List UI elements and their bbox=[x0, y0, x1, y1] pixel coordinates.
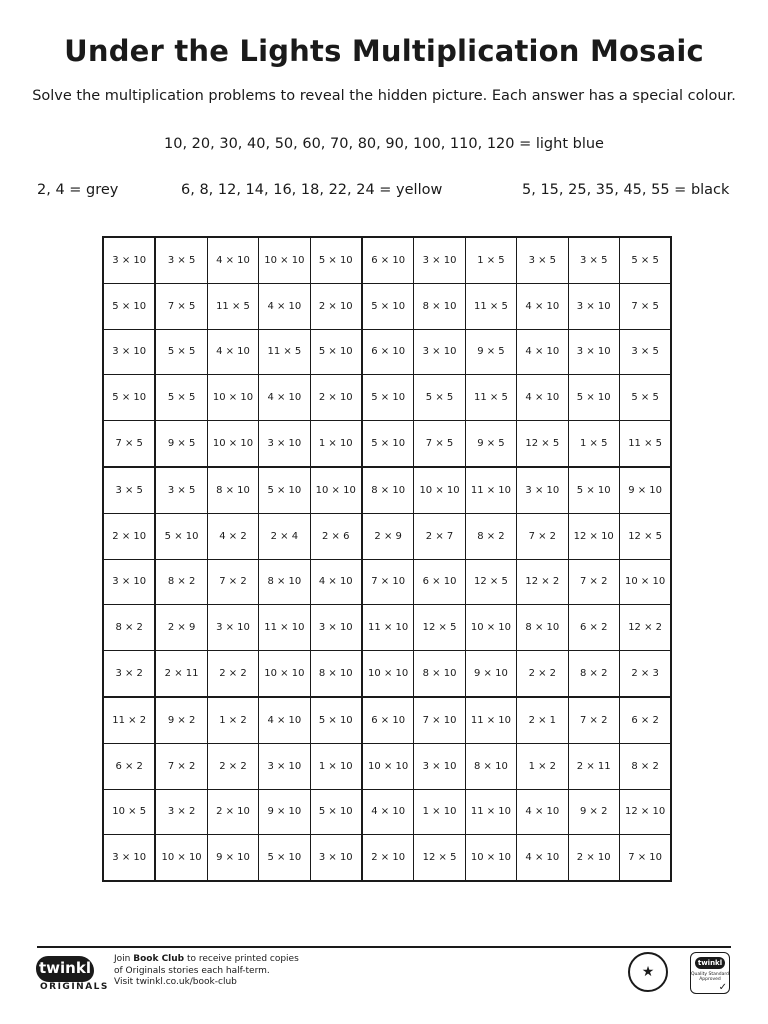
grid-cell: 7 × 2 bbox=[568, 559, 619, 605]
grid-cell: 7 × 10 bbox=[362, 559, 414, 605]
grid-cell: 11 × 5 bbox=[259, 329, 310, 375]
grid-cell: 2 × 11 bbox=[155, 651, 207, 697]
grid-cell: 7 × 2 bbox=[207, 559, 258, 605]
grid-cell: 2 × 7 bbox=[414, 513, 465, 559]
grid-cell: 5 × 5 bbox=[619, 237, 671, 283]
grid-cell: 4 × 10 bbox=[259, 283, 310, 329]
logo-subtitle: ORIGINALS bbox=[40, 982, 109, 992]
grid-cell: 3 × 5 bbox=[103, 467, 155, 513]
grid-cell: 5 × 10 bbox=[310, 329, 362, 375]
grid-cell: 7 × 5 bbox=[619, 283, 671, 329]
grid-cell: 2 × 4 bbox=[259, 513, 310, 559]
grid-cell: 3 × 5 bbox=[568, 237, 619, 283]
grid-cell: 3 × 10 bbox=[414, 329, 465, 375]
grid-cell: 5 × 5 bbox=[414, 375, 465, 421]
grid-cell: 4 × 10 bbox=[207, 329, 258, 375]
grid-cell: 11 × 10 bbox=[465, 697, 516, 743]
grid-cell: 8 × 10 bbox=[362, 467, 414, 513]
grid-cell: 5 × 10 bbox=[362, 421, 414, 467]
instructions: Solve the multiplication problems to reveal the hidden picture. Each answer has a special colour. bbox=[32, 88, 736, 104]
grid-cell: 8 × 10 bbox=[414, 651, 465, 697]
grid-row bbox=[103, 513, 671, 559]
grid-cell: 3 × 10 bbox=[259, 743, 310, 789]
grid-cell: 9 × 10 bbox=[259, 789, 310, 835]
grid-cell: 9 × 2 bbox=[568, 789, 619, 835]
grid-cell: 5 × 5 bbox=[155, 375, 207, 421]
grid-cell: 7 × 5 bbox=[414, 421, 465, 467]
grid-cell: 7 × 2 bbox=[517, 513, 568, 559]
grid-row bbox=[103, 789, 671, 835]
grid-cell: 8 × 10 bbox=[517, 605, 568, 651]
quality-standard-badge bbox=[690, 952, 730, 994]
grid-cell: 5 × 10 bbox=[259, 835, 310, 881]
grid-row bbox=[103, 283, 671, 329]
book-club-note bbox=[114, 954, 299, 989]
grid-cell: 11 × 10 bbox=[465, 467, 516, 513]
grid-cell: 3 × 10 bbox=[103, 559, 155, 605]
grid-row bbox=[103, 421, 671, 467]
grid-cell: 3 × 5 bbox=[155, 467, 207, 513]
grid-cell: 12 × 10 bbox=[568, 513, 619, 559]
grid-row bbox=[103, 329, 671, 375]
grid-cell: 9 × 5 bbox=[155, 421, 207, 467]
grid-cell: 8 × 2 bbox=[155, 559, 207, 605]
grid-cell: 10 × 10 bbox=[362, 651, 414, 697]
grid-cell: 3 × 10 bbox=[568, 329, 619, 375]
grid-cell: 2 × 2 bbox=[517, 651, 568, 697]
logo-wordmark: twinkl bbox=[36, 956, 94, 982]
grid-cell: 8 × 2 bbox=[465, 513, 516, 559]
grid-cell: 3 × 10 bbox=[310, 835, 362, 881]
grid-cell: 4 × 2 bbox=[207, 513, 258, 559]
grid-cell: 2 × 10 bbox=[310, 375, 362, 421]
grid-row bbox=[103, 375, 671, 421]
book-club-line-3: Visit twinkl.co.uk/book-club bbox=[114, 977, 237, 987]
grid-row bbox=[103, 237, 671, 283]
grid-cell: 11 × 2 bbox=[103, 697, 155, 743]
grid-cell: 9 × 10 bbox=[619, 467, 671, 513]
grid-cell: 1 × 2 bbox=[517, 743, 568, 789]
grid-cell: 7 × 2 bbox=[568, 697, 619, 743]
grid-cell: 10 × 10 bbox=[362, 743, 414, 789]
grid-cell: 12 × 10 bbox=[619, 789, 671, 835]
grid-row bbox=[103, 559, 671, 605]
grid-cell: 10 × 10 bbox=[259, 237, 310, 283]
grid-row bbox=[103, 467, 671, 513]
grid-cell: 3 × 2 bbox=[155, 789, 207, 835]
check-icon: ✓ bbox=[718, 982, 727, 993]
grid-cell: 3 × 10 bbox=[103, 237, 155, 283]
grid-cell: 6 × 2 bbox=[619, 697, 671, 743]
colour-key-yellow: 6, 8, 12, 14, 16, 18, 22, 24 = yellow bbox=[181, 182, 443, 198]
book-club-text-post: to receive printed copies bbox=[184, 954, 299, 964]
grid-cell: 10 × 10 bbox=[414, 467, 465, 513]
grid-cell: 4 × 10 bbox=[259, 697, 310, 743]
grid-cell: 10 × 10 bbox=[259, 651, 310, 697]
grid-cell: 6 × 10 bbox=[362, 697, 414, 743]
grid-cell: 3 × 10 bbox=[414, 237, 465, 283]
grid-cell: 6 × 10 bbox=[414, 559, 465, 605]
grid-cell: 8 × 10 bbox=[465, 743, 516, 789]
footer-divider bbox=[37, 946, 731, 948]
grid-cell: 5 × 10 bbox=[362, 375, 414, 421]
mosaic-grid bbox=[102, 236, 672, 882]
grid-cell: 6 × 2 bbox=[568, 605, 619, 651]
twinkl-originals-logo bbox=[36, 956, 109, 994]
grid-cell: 4 × 10 bbox=[310, 559, 362, 605]
grid-row bbox=[103, 835, 671, 881]
grid-cell: 4 × 10 bbox=[259, 375, 310, 421]
grid-cell: 2 × 6 bbox=[310, 513, 362, 559]
book-club-line-2: of Originals stories each half-term. bbox=[114, 965, 270, 976]
grid-cell: 11 × 10 bbox=[362, 605, 414, 651]
grid-cell: 11 × 10 bbox=[259, 605, 310, 651]
grid-cell: 8 × 10 bbox=[414, 283, 465, 329]
grid-cell: 5 × 10 bbox=[103, 283, 155, 329]
badge-wordmark: twinkl bbox=[695, 957, 725, 969]
grid-row bbox=[103, 743, 671, 789]
grid-cell: 2 × 1 bbox=[517, 697, 568, 743]
grid-cell: 10 × 10 bbox=[207, 421, 258, 467]
grid-cell: 3 × 10 bbox=[103, 329, 155, 375]
grid-cell: 5 × 10 bbox=[310, 697, 362, 743]
grid-cell: 4 × 10 bbox=[517, 835, 568, 881]
grid-row bbox=[103, 651, 671, 697]
grid-cell: 3 × 5 bbox=[517, 237, 568, 283]
colour-key-light-blue: 10, 20, 30, 40, 50, 60, 70, 80, 90, 100, 110, 120 = light blue bbox=[164, 136, 604, 152]
colour-key-grey: 2, 4 = grey bbox=[37, 182, 119, 198]
grid-cell: 5 × 10 bbox=[103, 375, 155, 421]
page-title: Under the Lights Multiplication Mosaic bbox=[64, 34, 704, 68]
book-club-link-text: Book Club bbox=[133, 954, 185, 964]
grid-cell: 5 × 5 bbox=[155, 329, 207, 375]
grid-cell: 3 × 2 bbox=[103, 651, 155, 697]
grid-cell: 4 × 10 bbox=[517, 329, 568, 375]
star-icon bbox=[628, 952, 668, 992]
grid-cell: 2 × 11 bbox=[568, 743, 619, 789]
grid-cell: 9 × 10 bbox=[465, 651, 516, 697]
grid-cell: 2 × 9 bbox=[155, 605, 207, 651]
book-club-text-pre: Join bbox=[114, 954, 134, 964]
grid-cell: 11 × 5 bbox=[207, 283, 258, 329]
grid-cell: 2 × 10 bbox=[568, 835, 619, 881]
grid-cell: 3 × 10 bbox=[568, 283, 619, 329]
grid-cell: 8 × 2 bbox=[619, 743, 671, 789]
grid-cell: 5 × 10 bbox=[310, 789, 362, 835]
grid-cell: 10 × 10 bbox=[155, 835, 207, 881]
badge-caption: Quality Standard Approved bbox=[691, 972, 729, 982]
grid-cell: 10 × 10 bbox=[619, 559, 671, 605]
grid-cell: 5 × 10 bbox=[362, 283, 414, 329]
grid-cell: 4 × 10 bbox=[207, 237, 258, 283]
grid-cell: 5 × 5 bbox=[619, 375, 671, 421]
star-glyph: ★ bbox=[641, 964, 655, 980]
grid-cell: 5 × 10 bbox=[568, 375, 619, 421]
grid-cell: 5 × 10 bbox=[310, 237, 362, 283]
grid-cell: 8 × 10 bbox=[310, 651, 362, 697]
grid-cell: 11 × 10 bbox=[465, 789, 516, 835]
grid-cell: 12 × 2 bbox=[619, 605, 671, 651]
grid-cell: 10 × 5 bbox=[103, 789, 155, 835]
grid-cell: 11 × 5 bbox=[465, 375, 516, 421]
colour-key-black: 5, 15, 25, 35, 45, 55 = black bbox=[522, 182, 730, 198]
grid-cell: 12 × 2 bbox=[517, 559, 568, 605]
grid-cell: 2 × 2 bbox=[207, 651, 258, 697]
grid-cell: 5 × 10 bbox=[155, 513, 207, 559]
grid-cell: 10 × 10 bbox=[465, 835, 516, 881]
grid-cell: 2 × 9 bbox=[362, 513, 414, 559]
grid-cell: 12 × 5 bbox=[465, 559, 516, 605]
grid-cell: 10 × 10 bbox=[465, 605, 516, 651]
grid-cell: 9 × 5 bbox=[465, 329, 516, 375]
grid-cell: 6 × 2 bbox=[103, 743, 155, 789]
grid-cell: 12 × 5 bbox=[619, 513, 671, 559]
grid-row bbox=[103, 605, 671, 651]
grid-cell: 2 × 3 bbox=[619, 651, 671, 697]
grid-cell: 12 × 5 bbox=[414, 605, 465, 651]
grid-cell: 1 × 10 bbox=[310, 421, 362, 467]
grid-cell: 1 × 2 bbox=[207, 697, 258, 743]
grid-cell: 12 × 5 bbox=[414, 835, 465, 881]
grid-cell: 2 × 10 bbox=[362, 835, 414, 881]
grid-cell: 7 × 10 bbox=[414, 697, 465, 743]
grid-cell: 4 × 10 bbox=[517, 375, 568, 421]
grid-cell: 5 × 10 bbox=[259, 467, 310, 513]
grid-cell: 3 × 10 bbox=[414, 743, 465, 789]
grid-cell: 1 × 10 bbox=[414, 789, 465, 835]
grid-cell: 4 × 10 bbox=[517, 789, 568, 835]
grid-cell: 10 × 10 bbox=[310, 467, 362, 513]
grid-cell: 3 × 10 bbox=[310, 605, 362, 651]
grid-cell: 2 × 10 bbox=[103, 513, 155, 559]
grid-cell: 5 × 10 bbox=[568, 467, 619, 513]
grid-cell: 3 × 10 bbox=[103, 835, 155, 881]
grid-cell: 2 × 10 bbox=[207, 789, 258, 835]
grid-cell: 8 × 10 bbox=[259, 559, 310, 605]
grid-cell: 6 × 10 bbox=[362, 237, 414, 283]
grid-cell: 9 × 5 bbox=[465, 421, 516, 467]
grid-cell: 9 × 2 bbox=[155, 697, 207, 743]
grid-cell: 1 × 5 bbox=[465, 237, 516, 283]
grid-cell: 12 × 5 bbox=[517, 421, 568, 467]
grid-cell: 7 × 5 bbox=[103, 421, 155, 467]
grid-cell: 2 × 10 bbox=[310, 283, 362, 329]
grid-cell: 7 × 2 bbox=[155, 743, 207, 789]
grid-row bbox=[103, 697, 671, 743]
grid-cell: 9 × 10 bbox=[207, 835, 258, 881]
grid-cell: 3 × 10 bbox=[207, 605, 258, 651]
grid-cell: 1 × 10 bbox=[310, 743, 362, 789]
grid-cell: 3 × 5 bbox=[155, 237, 207, 283]
grid-cell: 8 × 2 bbox=[103, 605, 155, 651]
grid-cell: 2 × 2 bbox=[207, 743, 258, 789]
grid-cell: 4 × 10 bbox=[362, 789, 414, 835]
grid-cell: 3 × 5 bbox=[619, 329, 671, 375]
grid-cell: 7 × 5 bbox=[155, 283, 207, 329]
grid-cell: 8 × 2 bbox=[568, 651, 619, 697]
grid-cell: 8 × 10 bbox=[207, 467, 258, 513]
grid-cell: 11 × 5 bbox=[465, 283, 516, 329]
grid-cell: 3 × 10 bbox=[259, 421, 310, 467]
grid-cell: 4 × 10 bbox=[517, 283, 568, 329]
grid-cell: 10 × 10 bbox=[207, 375, 258, 421]
grid-cell: 1 × 5 bbox=[568, 421, 619, 467]
grid-cell: 7 × 10 bbox=[619, 835, 671, 881]
grid-cell: 3 × 10 bbox=[517, 467, 568, 513]
grid-cell: 6 × 10 bbox=[362, 329, 414, 375]
grid-cell: 11 × 5 bbox=[619, 421, 671, 467]
